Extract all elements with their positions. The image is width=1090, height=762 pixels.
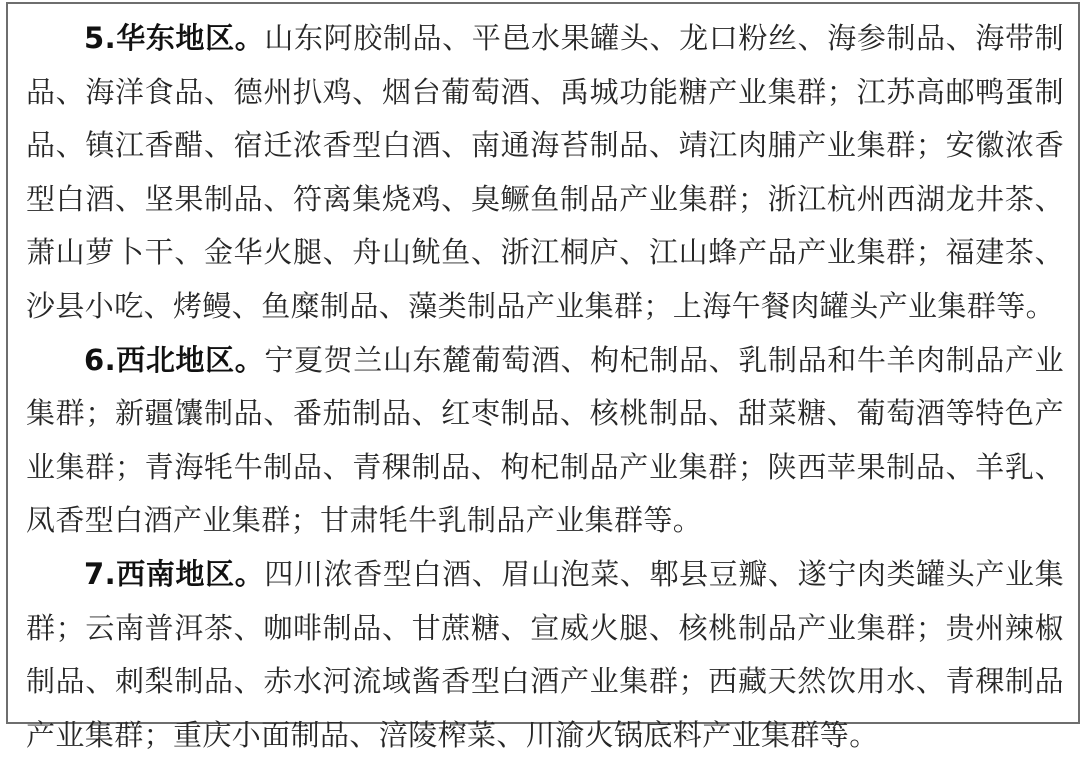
- document-frame: [6, 2, 1080, 752]
- section-northwest: [26, 334, 1064, 548]
- section-east-china: [26, 12, 1064, 334]
- section-body: 宁夏贺兰山东麓葡萄酒、枸杞制品、乳制品和牛羊肉制品产业集群；新疆馕制品、番茄制品、红枣制品、核桃制品、甜菜糖、葡萄酒等特色产业集群；青海牦牛制品、青稞制品、枸杞制品产业集群；陕西苹果制品、羊乳、凤香型白酒产业集群；甘肃牦牛乳制品产业集群等。: [26, 342, 1064, 538]
- section-body: 山东阿胶制品、平邑水果罐头、龙口粉丝、海参制品、海带制品、海洋食品、德州扒鸡、烟台葡萄酒、禹城功能糖产业集群；江苏高邮鸭蛋制品、镇江香醋、宿迁浓香型白酒、南通海苔制品、靖江肉脯产业集群；安徽浓香型白酒、坚果制品、符离集烧鸡、臭鳜鱼制品产业集群；浙江杭州西湖龙井茶、萧山萝卜干、金华火腿、舟山鱿鱼、浙江桐庐、江山蜂产品产业集群；福建茶、沙县小吃、烤鳗、鱼糜制品、藻类制品产业集群；上海午餐肉罐头产业集群等。: [26, 21, 1064, 323]
- section-heading: 5.华东地区。: [84, 21, 265, 55]
- section-heading: 7.西南地区。: [84, 556, 265, 591]
- document-text: [26, 12, 1064, 762]
- section-heading: 6.西北地区。: [84, 342, 265, 377]
- section-body: 四川浓香型白酒、眉山泡菜、郫县豆瓣、遂宁肉类罐头产业集群；云南普洱茶、咖啡制品、甘蔗糖、宣威火腿、核桃制品产业集群；贵州辣椒制品、刺梨制品、赤水河流域酱香型白酒产业集群；西藏天然饮用水、青稞制品产业集群；重庆小面制品、涪陵榨菜、川渝火锅底料产业集群等。: [26, 556, 1064, 752]
